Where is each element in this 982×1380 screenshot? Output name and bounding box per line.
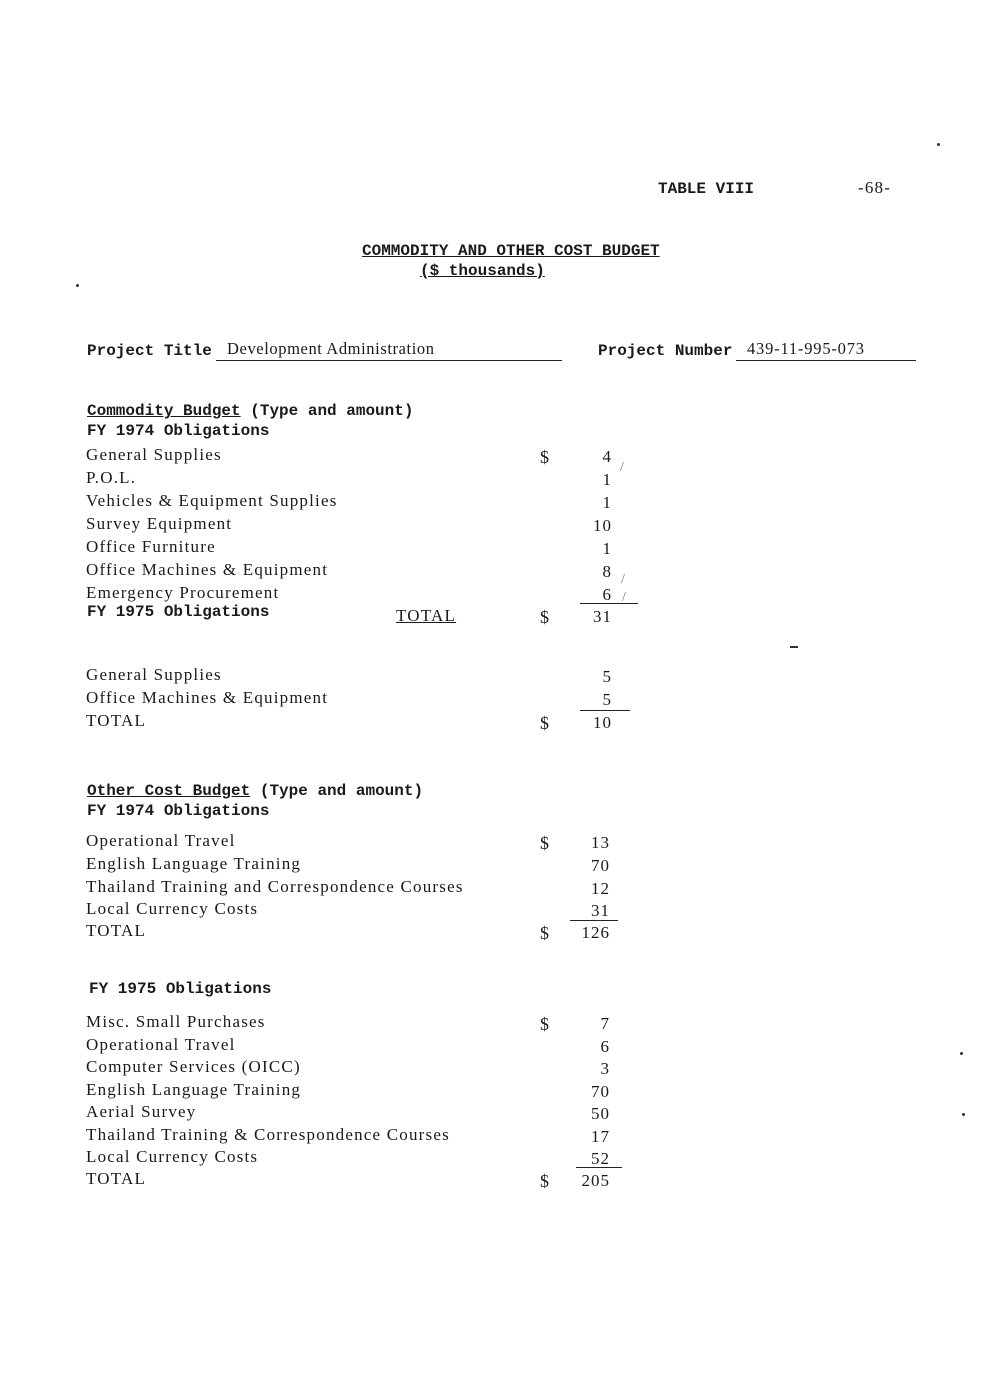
list-item-label: General Supplies — [86, 445, 222, 464]
list-item-label: Office Furniture — [86, 537, 216, 556]
list-item-label: Vehicles & Equipment Supplies — [86, 491, 338, 510]
list-item-amount: 5 — [602, 690, 612, 709]
dollar-sign: $ — [540, 923, 549, 943]
list-item-amount: 1 — [602, 539, 612, 558]
dollar-sign: $ — [540, 833, 549, 853]
list-item-amount: 70 — [591, 856, 610, 875]
document-title: COMMODITY AND OTHER COST BUDGET — [362, 242, 660, 260]
commodity-fy74-total: 31 — [593, 607, 612, 626]
scan-speck — [960, 1052, 963, 1055]
list-item-amount: 1 — [602, 470, 612, 489]
commodity-fy75-total-label: TOTAL — [86, 711, 147, 730]
other-fy74-total-label: TOTAL — [86, 921, 147, 940]
list-item-label: Survey Equipment — [86, 514, 233, 533]
document-subtitle: ($ thousands) — [420, 262, 545, 280]
list-item-amount: 10 — [593, 516, 612, 535]
other-fy75-total-label: TOTAL — [86, 1169, 147, 1188]
list-item-amount: 70 — [591, 1082, 610, 1101]
list-item-label: English Language Training — [86, 854, 302, 873]
other-heading-text: Other Cost Budget — [87, 782, 251, 800]
list-item-amount: 12 — [591, 879, 610, 898]
list-item-amount: 4 — [602, 447, 612, 466]
other-heading-suffix: (Type and amount) — [259, 782, 424, 800]
dollar-sign: $ — [540, 447, 549, 467]
dollar-sign: $ — [540, 713, 549, 733]
check-mark-icon: / — [622, 590, 626, 605]
dollar-sign: $ — [540, 607, 549, 627]
list-item-label: Emergency Procurement — [86, 583, 280, 602]
commodity-fy75-label: FY 1975 Obligations — [87, 603, 270, 621]
list-item-label: Aerial Survey — [86, 1102, 197, 1121]
list-item-amount: 31 — [591, 901, 610, 920]
list-item-amount: 6 — [602, 585, 612, 604]
commodity-fy74-total-label: TOTAL — [396, 606, 457, 625]
list-item-amount: 8 — [602, 562, 612, 581]
table-label: TABLE VIII — [658, 180, 755, 198]
other-fy74-total: 126 — [581, 923, 610, 942]
other-fy75-total: 205 — [581, 1171, 610, 1190]
list-item-label: P.O.L. — [86, 468, 137, 487]
project-title-underline — [216, 360, 562, 361]
list-item-amount: 3 — [600, 1059, 610, 1078]
dollar-sign: $ — [540, 1014, 549, 1034]
dollar-sign: $ — [540, 1171, 549, 1191]
subtotal-rule — [576, 1167, 622, 1168]
project-title-value: Development Administration — [227, 339, 435, 358]
list-item-label: Operational Travel — [86, 831, 236, 850]
project-title-label: Project Title — [87, 342, 212, 360]
list-item-label: Computer Services (OICC) — [86, 1057, 301, 1076]
list-item-amount: 7 — [600, 1014, 610, 1033]
list-item-label: Local Currency Costs — [86, 1147, 259, 1166]
subtotal-rule — [580, 603, 638, 604]
list-item-label: Misc. Small Purchases — [86, 1012, 266, 1031]
list-item-label: Operational Travel — [86, 1035, 236, 1054]
project-number-underline — [736, 360, 916, 361]
list-item-label: Thailand Training and Correspondence Courses — [86, 877, 464, 896]
check-mark-icon: / — [620, 460, 624, 475]
check-mark-icon: / — [621, 572, 625, 587]
commodity-heading-suffix: (Type and amount) — [250, 402, 414, 420]
scan-speck — [962, 1113, 965, 1116]
page-number: -68- — [858, 178, 892, 197]
list-item-amount: 17 — [591, 1127, 610, 1146]
list-item-amount: 1 — [602, 493, 612, 512]
list-item-label: Office Machines & Equipment — [86, 560, 329, 579]
commodity-heading — [87, 402, 413, 420]
subtotal-rule — [570, 920, 618, 921]
list-item-label: General Supplies — [86, 665, 222, 684]
other-fy75-label: FY 1975 Obligations — [89, 980, 272, 998]
list-item-label: Local Currency Costs — [86, 899, 259, 918]
other-fy74-label: FY 1974 Obligations — [87, 802, 270, 820]
list-item-label: English Language Training — [86, 1080, 302, 1099]
list-item-amount: 5 — [602, 667, 612, 686]
project-number-value: 439-11-995-073 — [747, 339, 865, 358]
commodity-fy75-total: 10 — [593, 713, 612, 732]
subtotal-rule — [580, 710, 630, 711]
scan-speck — [76, 284, 79, 287]
commodity-heading-text: Commodity Budget — [87, 402, 241, 420]
list-item-amount: 52 — [591, 1149, 610, 1168]
project-number-label: Project Number — [598, 342, 733, 360]
list-item-amount: 50 — [591, 1104, 610, 1123]
other-heading — [87, 782, 423, 800]
list-item-label: Office Machines & Equipment — [86, 688, 329, 707]
scan-speck — [937, 143, 940, 146]
commodity-fy74-label: FY 1974 Obligations — [87, 422, 270, 440]
list-item-amount: 13 — [591, 833, 610, 852]
scan-mark — [790, 646, 798, 648]
list-item-amount: 6 — [600, 1037, 610, 1056]
list-item-label: Thailand Training & Correspondence Courses — [86, 1125, 450, 1144]
